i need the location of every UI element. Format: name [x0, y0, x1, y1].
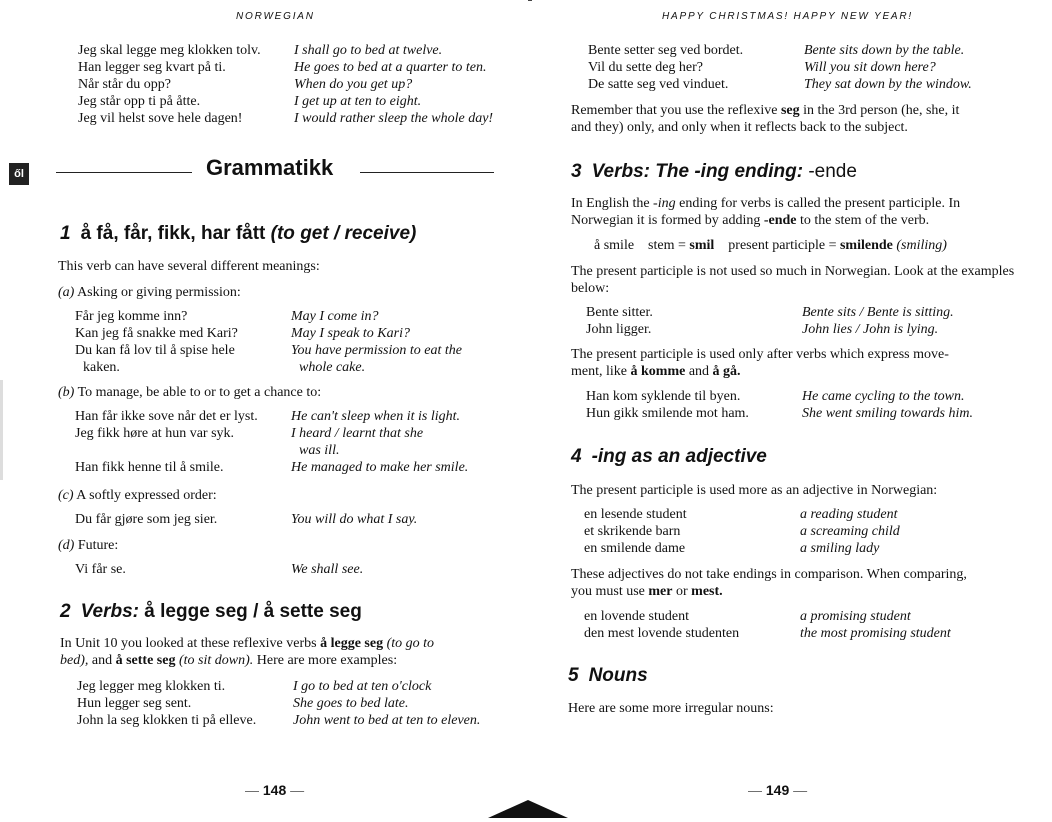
example-row: Hun gikk smilende mot ham. She went smiling towards him. — [586, 406, 973, 421]
example-row: den mest lovende studenten the most promising student — [584, 626, 951, 641]
binding-shadow — [488, 800, 568, 818]
example-row: Jeg vil helst sove hele dagen! I would rather sleep the whole day! — [78, 111, 494, 126]
section-1-heading: 1 å få, får, fikk, har fått (to get / receive) — [60, 223, 417, 244]
section-4-paragraph: The present participle is used more as an adjective in Norwegian: — [571, 483, 938, 498]
section-4-examples-2 — [584, 608, 951, 642]
item-d-example — [75, 561, 363, 578]
participle-formula: å smile stem = smil present participle = smilende (smiling) — [594, 238, 947, 253]
example-row: en lovende student a promising student — [584, 609, 911, 624]
page-spine-shadow — [0, 380, 3, 480]
section-4-paragraph-2: These adjectives do not take endings in comparison. When comparing, you must use mer or mest. — [571, 567, 967, 599]
section-3-paragraph-3: The present participle is used only after verbs which express move- ment, like å komme and å gå. — [571, 347, 949, 379]
section-4-heading: 4 -ing as an adjective — [571, 446, 767, 467]
section-5-heading: 5 Nouns — [568, 665, 648, 686]
example-row: John ligger. John lies / John is lying. — [586, 322, 939, 337]
item-c: (c) A softly expressed order: — [58, 488, 217, 503]
section-3-paragraph-2: The present participle is not used so much in Norwegian. Look at the examples below: — [571, 264, 1015, 296]
top-examples-right — [588, 42, 972, 93]
example-row: kaken. whole cake. — [83, 360, 366, 375]
example-row: Jeg skal legge meg klokken tolv. I shall go to bed at twelve. — [78, 43, 443, 58]
item-d: (d) Future: — [58, 538, 119, 553]
example-row: De satte seg ved vinduet. They sat down by the window. — [588, 77, 972, 92]
running-head-right: HAPPY CHRISTMAS! HAPPY NEW YEAR! — [662, 11, 913, 22]
example-row: Når står du opp? When do you get up? — [78, 77, 413, 92]
section-1-intro: This verb can have several different meanings: — [58, 259, 320, 274]
example-row: en smilende dame a smiling lady — [584, 541, 880, 556]
example-row: Kan jeg få snakke med Kari? May I speak to Kari? — [75, 326, 410, 341]
page-number-right: — 149 — — [748, 782, 808, 798]
heading-rule-left — [56, 172, 192, 173]
item-b-examples — [75, 408, 468, 476]
example-row: Han får ikke sove når det er lyst. He can't sleep when it is light. — [75, 409, 461, 424]
section-3-examples-1 — [586, 304, 954, 338]
top-examples-left — [78, 42, 493, 127]
example-row: Du får gjøre som jeg sier. You will do what I say. — [75, 512, 418, 527]
example-row: Vil du sette deg her? Will you sit down here? — [588, 60, 936, 75]
right-page — [526, 0, 1052, 822]
example-row: Han legger seg kvart på ti. He goes to bed at a quarter to ten. — [78, 60, 487, 75]
section-2-paragraph: In Unit 10 you looked at these reflexive verbs å legge seg (to go to bed), and å sette seg (to sit down). Here are more examples: — [60, 636, 435, 668]
grammar-heading: Grammatikk — [206, 155, 334, 180]
example-row: John la seg klokken ti på elleve. John went to bed at ten to eleven. — [77, 713, 481, 728]
page-number-left: — 148 — — [245, 782, 305, 798]
example-row: was ill. — [299, 443, 340, 458]
item-b: (b) To manage, be able to or to get a chance to: — [58, 385, 322, 400]
grammar-badge-icon: ől — [9, 163, 29, 185]
example-row: en lesende student a reading student — [584, 507, 898, 522]
item-a: (a) Asking or giving permission: — [58, 285, 241, 300]
section-5-paragraph: Here are some more irregular nouns: — [568, 701, 774, 716]
example-row: et skrikende barn a screaming child — [584, 524, 900, 539]
example-row: Jeg står opp ti på åtte. I get up at ten to eight. — [78, 94, 422, 109]
running-head-left: NORWEGIAN — [236, 11, 315, 22]
section-4-examples-1 — [584, 506, 900, 557]
example-row: Vi får se. We shall see. — [75, 562, 364, 577]
example-row: Han fikk henne til å smile. He managed to make her smile. — [75, 460, 469, 475]
example-row: Du kan få lov til å spise hele You have permission to eat the — [75, 343, 462, 358]
item-a-examples — [75, 308, 462, 376]
section-3-paragraph: In English the -ing ending for verbs is called the present participle. In Norwegian it is formed by adding -ende to the stem of the verb. — [571, 196, 961, 228]
section-3-heading: 3 Verbs: The -ing ending: -ende — [571, 161, 857, 182]
section-2-examples — [77, 678, 480, 729]
section-3-examples-2 — [586, 388, 973, 422]
example-row: Får jeg komme inn? May I come in? — [75, 309, 379, 324]
reflexive-note: Remember that you use the reflexive seg in the 3rd person (he, she, it and they) only, and only when it reflects back to the subject. — [571, 103, 960, 135]
example-row: Jeg fikk høre at hun var syk. I heard / learnt that she — [75, 426, 424, 441]
section-2-heading: 2 Verbs: å legge seg / å sette seg — [60, 601, 362, 622]
example-row: Hun legger seg sent. She goes to bed late. — [77, 696, 409, 711]
heading-rule-right — [360, 172, 494, 173]
example-row: Bente setter seg ved bordet. Bente sits down by the table. — [588, 43, 965, 58]
example-row: Han kom syklende til byen. He came cycling to the town. — [586, 389, 965, 404]
example-row: Jeg legger meg klokken ti. I go to bed at ten o'clock — [77, 679, 432, 694]
example-row: Bente sitter. Bente sits / Bente is sitting. — [586, 305, 954, 320]
item-c-example — [75, 511, 417, 528]
